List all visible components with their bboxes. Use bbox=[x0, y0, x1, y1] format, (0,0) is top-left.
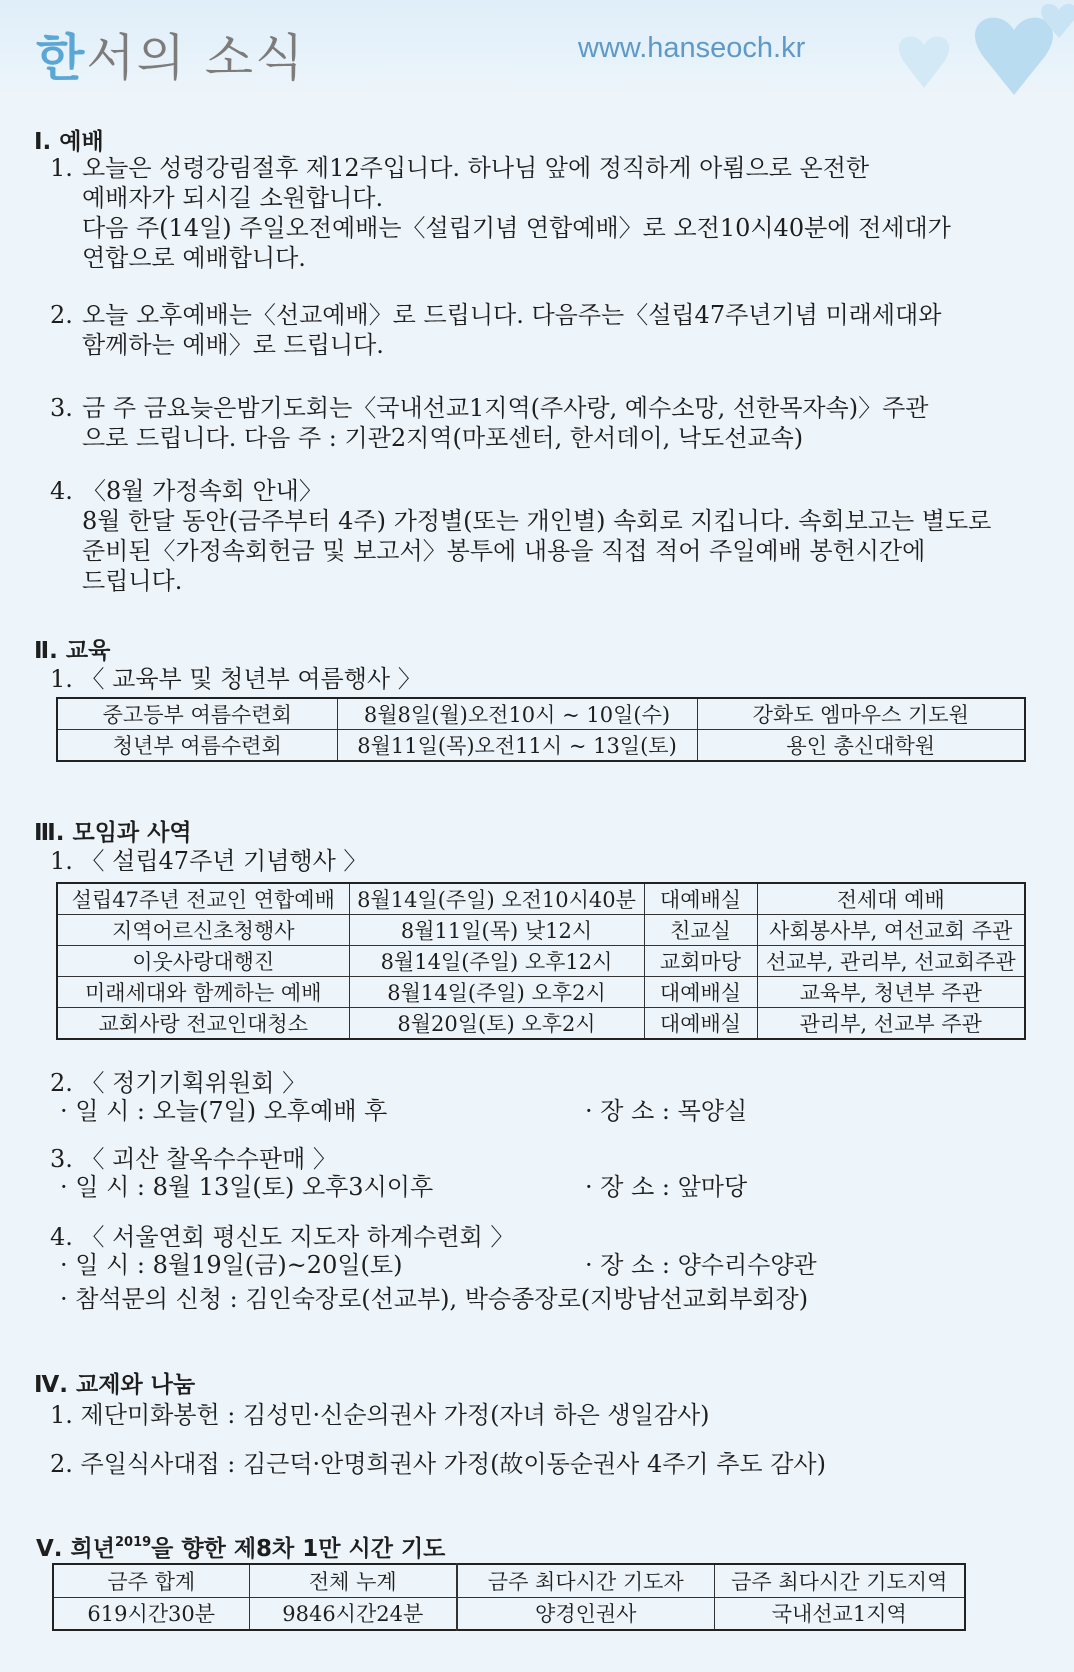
table-cell: 대예배실 bbox=[644, 883, 757, 915]
table-row bbox=[57, 698, 1025, 730]
table-cell: 전세대 예배 bbox=[757, 883, 1025, 915]
table-cell: 대예배실 bbox=[644, 977, 757, 1008]
s1-item4-line3: 준비된〈가정속회헌금 및 보고서〉봉투에 내용을 직접 적어 주일예배 봉헌시간에 bbox=[82, 537, 926, 565]
table-row bbox=[57, 730, 1025, 762]
table-row bbox=[53, 1597, 965, 1630]
table-cell: 관리부, 선교부 주관 bbox=[757, 1008, 1025, 1040]
prayer-hours-table bbox=[52, 1563, 966, 1631]
s1-item3-line2: 으로 드립니다. 다음 주 : 기관2지역(마포센터, 한서데이, 낙도선교속) bbox=[82, 424, 804, 452]
title-superscript: 2019 bbox=[114, 1535, 152, 1550]
table-cell: 교육부, 청년부 주관 bbox=[757, 977, 1025, 1008]
table-row bbox=[57, 946, 1025, 977]
title-rest: 서의 소식 bbox=[86, 29, 306, 87]
s1-item1-line3: 다음 주(14일) 주일오전예배는〈설립기념 연합예배〉로 오전10시40분에 전세대가 bbox=[82, 214, 951, 242]
table-cell: 용인 총신대학원 bbox=[697, 730, 1025, 762]
table-cell: 국내선교1지역 bbox=[714, 1597, 965, 1630]
s3-item4-place: · 장 소 : 양수리수양관 bbox=[585, 1251, 817, 1279]
item-number: 1. bbox=[50, 154, 73, 182]
title-part: Ⅴ. 희년 bbox=[36, 1536, 115, 1562]
s3-item3-head: 3. 〈 괴산 찰옥수수판매 〉 bbox=[50, 1145, 337, 1173]
section-2-title: Ⅱ. 교육 bbox=[34, 638, 111, 664]
s1-item4-line1: 〈8월 가정속회 안내〉 bbox=[82, 477, 323, 505]
s3-item2-time: · 일 시 : 오늘(7일) 오후예배 후 bbox=[60, 1097, 388, 1125]
section-3-title: Ⅲ. 모임과 사역 bbox=[34, 820, 192, 846]
s1-item1-line2: 예배자가 되시길 소원합니다. bbox=[82, 184, 384, 212]
s1-item2-line1: 오늘 오후예배는〈선교예배〉로 드립니다. 다음주는〈설립47주년기념 미래세대와 bbox=[82, 301, 942, 329]
table-cell: 8월20일(토) 오후2시 bbox=[349, 1008, 644, 1040]
church-url[interactable]: www.hanseoch.kr bbox=[578, 32, 806, 64]
item-number: 4. bbox=[50, 477, 73, 505]
s3-item3-place: · 장 소 : 앞마당 bbox=[585, 1173, 748, 1201]
s1-item4-line4: 드립니다. bbox=[82, 567, 183, 595]
s3-item2-place: · 장 소 : 목양실 bbox=[585, 1097, 748, 1125]
s4-item1: 1. 제단미화봉헌 : 김성민·신순의권사 가정(자녀 하은 생일감사) bbox=[50, 1401, 710, 1429]
table-cell: 대예배실 bbox=[644, 1008, 757, 1040]
s1-item4-line2: 8월 한달 동안(금주부터 4주) 가정별(또는 개인별) 속회로 지킵니다. 속회보고는 별도로 bbox=[82, 507, 992, 535]
table-cell: 8월11일(목) 낮12시 bbox=[349, 915, 644, 946]
education-events-table bbox=[56, 697, 1026, 762]
table-cell: 양경인권사 bbox=[457, 1597, 714, 1630]
table-cell: 중고등부 여름수련회 bbox=[57, 698, 337, 730]
section-5-title bbox=[36, 1530, 445, 1563]
s3-subtitle: 1. 〈 설립47주년 기념행사 〉 bbox=[50, 847, 368, 875]
title-part: 을 향한 제8차 1만 시간 기도 bbox=[151, 1536, 446, 1562]
table-header-cell: 전체 누계 bbox=[249, 1564, 457, 1597]
table-cell: 청년부 여름수련회 bbox=[57, 730, 337, 762]
s4-item2: 2. 주일식사대접 : 김근덕·안명희권사 가정(故이동순권사 4주기 추도 감사) bbox=[50, 1450, 826, 1478]
table-row bbox=[57, 915, 1025, 946]
table-header-cell: 금주 합계 bbox=[53, 1564, 249, 1597]
s3-item4-time: · 일 시 : 8월19일(금)~20일(토) bbox=[60, 1251, 403, 1279]
item-number: 2. bbox=[50, 301, 73, 329]
s3-item4-contact: · 참석문의 신청 : 김인숙장로(선교부), 박승종장로(지방남선교회부회장) bbox=[60, 1285, 809, 1313]
anniversary-events-table bbox=[56, 882, 1026, 1040]
s3-item4-head: 4. 〈 서울연회 평신도 지도자 하계수련회 〉 bbox=[50, 1223, 515, 1251]
table-cell: 지역어르신초청행사 bbox=[57, 915, 349, 946]
table-cell: 이웃사랑대행진 bbox=[57, 946, 349, 977]
table-cell: 교회사랑 전교인대청소 bbox=[57, 1008, 349, 1040]
table-row bbox=[57, 883, 1025, 915]
table-cell: 8월8일(월)오전10시 ~ 10일(수) bbox=[337, 698, 697, 730]
table-cell: 미래세대와 함께하는 예배 bbox=[57, 977, 349, 1008]
table-cell: 강화도 엠마우스 기도원 bbox=[697, 698, 1025, 730]
table-cell: 9846시간24분 bbox=[249, 1597, 457, 1630]
table-cell: 8월14일(주일) 오후12시 bbox=[349, 946, 644, 977]
newsletter-title bbox=[36, 18, 305, 90]
s1-item1-line4: 연합으로 예배합니다. bbox=[82, 244, 306, 272]
table-cell: 8월14일(주일) 오전10시40분 bbox=[349, 883, 644, 915]
hearts-decoration-icon bbox=[864, 0, 1074, 100]
table-cell: 619시간30분 bbox=[53, 1597, 249, 1630]
section-1-title: Ⅰ. 예배 bbox=[34, 129, 104, 155]
s1-item2-line2: 함께하는 예배〉로 드립니다. bbox=[82, 331, 384, 359]
table-row bbox=[53, 1564, 965, 1597]
table-cell: 친교실 bbox=[644, 915, 757, 946]
table-header-cell: 금주 최다시간 기도지역 bbox=[714, 1564, 965, 1597]
table-cell: 교회마당 bbox=[644, 946, 757, 977]
table-cell: 선교부, 관리부, 선교회주관 bbox=[757, 946, 1025, 977]
s3-item3-time: · 일 시 : 8월 13일(토) 오후3시이후 bbox=[60, 1173, 434, 1201]
table-cell: 사회봉사부, 여선교회 주관 bbox=[757, 915, 1025, 946]
title-first-char: 한 bbox=[36, 29, 87, 87]
table-cell: 8월11일(목)오전11시 ~ 13일(토) bbox=[337, 730, 697, 762]
s3-item2-head: 2. 〈 정기기획위원회 〉 bbox=[50, 1069, 307, 1097]
header-banner bbox=[0, 0, 1074, 100]
s2-subtitle: 1. 〈 교육부 및 청년부 여름행사 〉 bbox=[50, 665, 422, 693]
table-cell: 설립47주년 전교인 연합예배 bbox=[57, 883, 349, 915]
s1-item3-line1: 금 주 금요늦은밤기도회는〈국내선교1지역(주사랑, 예수소망, 선한목자속)〉주관 bbox=[82, 394, 929, 422]
item-number: 3. bbox=[50, 394, 73, 422]
section-4-title: Ⅳ. 교제와 나눔 bbox=[34, 1372, 196, 1398]
table-row bbox=[57, 1008, 1025, 1040]
table-cell: 8월14일(주일) 오후2시 bbox=[349, 977, 644, 1008]
table-header-cell: 금주 최다시간 기도자 bbox=[457, 1564, 714, 1597]
s1-item1-line1: 오늘은 성령강림절후 제12주입니다. 하나님 앞에 정직하게 아룀으로 온전한 bbox=[82, 154, 870, 182]
table-row bbox=[57, 977, 1025, 1008]
